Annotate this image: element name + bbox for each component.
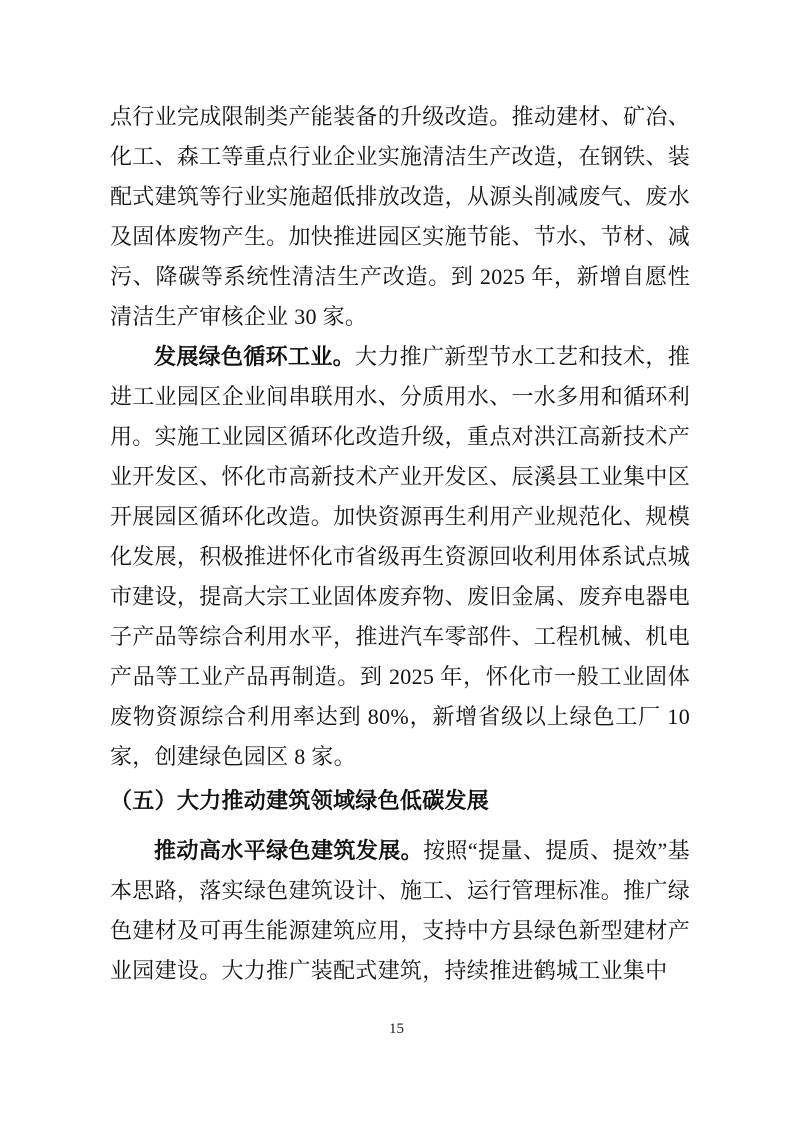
paragraph-text-green-building: 按照“提量、提质、提效”基本思路，落实绿色建筑设计、施工、运行管理标准。推广绿色建材及可再生能源建筑应用，支持中方县绿色新型建材产业园建设。大力推广装配式建筑，持续推进鹤城工业集中	[110, 838, 690, 983]
paragraph-clean-production: 点行业完成限制类产能装备的升级改造。推动建材、矿冶、化工、森工等重点行业企业实施清洁生产改造，在钢铁、装配式建筑等行业实施超低排放改造，从源头削减废气、废水及固体废物产生。加快推进园区实施节能、节水、节材、减污、降碳等系统性清洁生产改造。到 2025 年，新增自愿性清洁生产审核企业 30 家。	[110, 104, 690, 329]
paragraph-green-building	[110, 831, 690, 991]
section-heading-5: （五）大力推动建筑领域绿色低碳发展	[110, 788, 490, 813]
page-footer	[0, 1020, 793, 1038]
paragraph-lead-green-circular-industry: 发展绿色循环工业。	[154, 344, 356, 369]
document-body	[110, 97, 690, 991]
paragraph-text-green-circular-industry: 大力推广新型节水工艺和技术，推进工业园区企业间串联用水、分质用水、一水多用和循环利用。实施工业园区循环化改造升级，重点对洪江高新技术产业开发区、怀化市高新技术产业开发区、辰溪县工业集中区开展园区循环化改造。加快资源再生利用产业规范化、规模化发展，积极推进怀化市省级再生资源回收利用体系试点城市建设，提高大宗工业固体废弃物、废旧金属、废弃电器电子产品等综合利用水平，推进汽车零部件、工程机械、机电产品等工业产品再制造。到 2025 年，怀化市一般工业固体废物资源综合利用率达到 80%，新增省级以上绿色工厂 10 家，创建绿色园区 8 家。	[110, 344, 690, 769]
paragraph-lead-green-building: 推动高水平绿色建筑发展。	[154, 838, 424, 863]
page-number: 15	[389, 1021, 404, 1037]
paragraph-green-circular-industry	[110, 337, 690, 777]
